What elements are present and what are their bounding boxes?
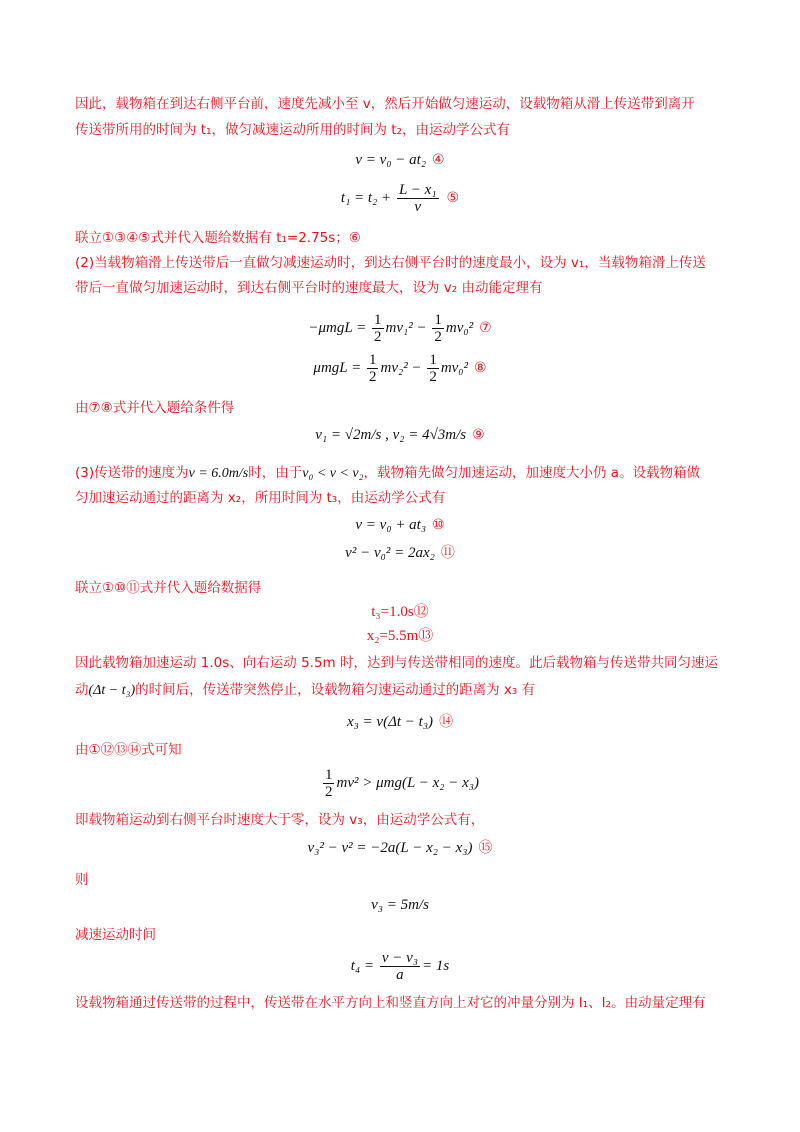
- equation-9: v₁ = √2m/s , v₂ = 4√3m/s ⑨: [315, 427, 485, 443]
- fraction: $\frac{\text{L − x₁}}{v}$: [398, 182, 437, 216]
- equation-8: μmgL = $\frac{1}{2}$ mv₂² − $\frac{1}{2}$ mv₀² ⑧: [313, 352, 487, 386]
- paragraph-line: 动(Δt − t₃)的时间后，传送带突然停止，设载物箱匀速运动通过的距离为 x₃ 有: [75, 682, 536, 698]
- equation-5: t₁ = t₂ + $\frac{\text{L − x₁}}{v}$ ⑤: [340, 182, 460, 216]
- paragraph-line: 由⑦⑧式并代入题给条件得: [75, 400, 235, 416]
- equation-10: v = v₀ + at₃ ⑩: [355, 517, 445, 533]
- equation-13: x₂=5.5m⑬: [366, 628, 434, 644]
- inequation: $\frac{1}{2}$ mv² > μmg(L − x₂ − x₃): [324, 767, 480, 801]
- paragraph-line: 匀加速运动通过的距离为 x₂，所用时间为 t₃，由运动学公式有: [75, 490, 446, 506]
- equation-12: t₃=1.0s⑫: [371, 604, 429, 620]
- paragraph-line: 传送带所用的时间为 t₁，做匀减速运动所用的时间为 t₂，由运动学公式有: [75, 122, 510, 138]
- equation-v3: v₃ = 5m/s: [371, 897, 429, 913]
- equation-14: x₃ = v(Δt − t₃) ⑭: [346, 714, 454, 730]
- paragraph-line: 则: [75, 872, 89, 888]
- paragraph-line: 由①⑫⑬⑭式可知: [75, 742, 182, 758]
- paragraph-line: 因此，载物箱在到达右侧平台前，速度先减小至 v，然后开始做匀速运动，设载物箱从滑上传送带到离开: [75, 96, 695, 112]
- paragraph-line: 即载物箱运动到右侧平台时速度大于零，设为 v₃，由运动学公式有，: [75, 812, 485, 828]
- paragraph-line: (2)当载物箱滑上传送带后一直做匀减速运动时，到达右侧平台时的速度最小，设为 v₁，当载物箱滑上传送: [75, 255, 706, 271]
- paragraph-line: 带后一直做匀加速运动时，到达右侧平台时的速度最大，设为 v₂ 由动能定理有: [75, 280, 543, 296]
- paragraph-line: (3)传送带的速度为v = 6.0m/s时，由于v₀ < v < v₂，载物箱先做匀加速运动，加速度大小仍 a。设载物箱做: [75, 465, 701, 481]
- equation-4: v = v₀ − at₂ ④: [355, 152, 445, 168]
- paragraph-line: 联立①③④⑤式并代入题给数据有 t₁=2.75s；⑥: [75, 230, 361, 246]
- equation-7: −μmgL = $\frac{1}{2}$ mv₁² − $\frac{1}{2}$ mv₀² ⑦: [308, 312, 492, 346]
- equation-15: v₃² − v² = −2a(L − x₂ − x₃) ⑮: [307, 840, 493, 856]
- equation-11: v² − v₀² = 2ax₂ ⑪: [345, 545, 455, 561]
- equation-t4: t₄ = $\frac{\text{v − v₃}}{a}$ = 1s: [350, 950, 450, 984]
- paragraph-line: 设载物箱通过传送带的过程中，传送带在水平方向上和竖直方向上对它的冲量分别为 I₁、I₂。由动量定理有: [75, 995, 706, 1011]
- paragraph-line: 因此载物箱加速运动 1.0s、向右运动 5.5m 时，达到与传送带相同的速度。此后载物箱与传送带共同匀速运: [75, 655, 718, 671]
- paragraph-line: 减速运动时间: [75, 927, 156, 943]
- paragraph-line: 联立①⑩⑪式并代入题给数据得: [75, 580, 262, 596]
